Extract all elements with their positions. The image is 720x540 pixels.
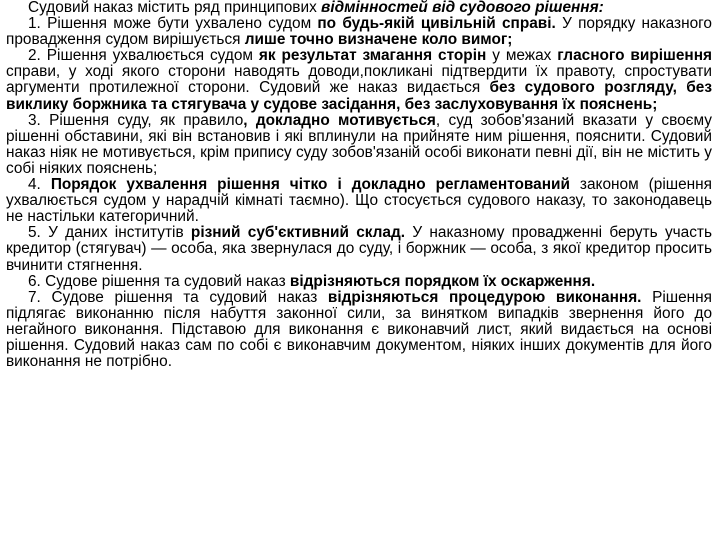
point-3-text: 3. Рішення суду, як правило xyxy=(28,111,244,129)
point-7 xyxy=(6,290,712,370)
point-2-emphasis-3: без судового розгляду, без виклику боржника та стягувача у судове засідання, без заслуховування їх пояснень; xyxy=(6,79,712,113)
point-7-text: 7. Судове рішення та судовий наказ xyxy=(28,288,328,306)
point-7-text-2: Рішення підлягає виконанню після набуття законної сили, за винятком випадків звернення його до негайного виконання. Підставою для виконання є виконавчий лист, який видається на основі рішення. Судовий наказ сам по собі є виконавчим документом, ніяких інших документів для його виконання не потрібно. xyxy=(6,288,713,371)
point-1-emphasis: по будь-якій цивільній справі. xyxy=(317,15,556,33)
point-2-text-3: справи, у ході якого сторони наводять доводи,покликані підтвердити їх правоту, спростувати аргументи протилежної сторони. Судовий же наказ видається xyxy=(6,63,712,97)
intro-paragraph xyxy=(6,0,712,16)
point-6-emphasis: відрізняються порядком їх оскарження. xyxy=(289,272,596,290)
point-5 xyxy=(6,225,712,273)
point-2 xyxy=(6,48,712,112)
document-body xyxy=(6,0,712,370)
point-7-emphasis: відрізняються процедурою виконання. xyxy=(327,288,642,306)
point-1-text-2: У порядку наказного провадження судом вирішується xyxy=(6,15,712,49)
point-2-emphasis: як результат змагання сторін xyxy=(258,47,487,65)
point-3 xyxy=(6,113,712,177)
point-2-emphasis-2: гласного вирішення xyxy=(557,47,712,65)
point-1-emphasis-2: лише точно визначене коло вимог; xyxy=(244,31,513,49)
intro-emphasis: відмінностей від судового рішення: xyxy=(321,0,604,16)
point-4-text-2: законом (рішення ухвалюється судом у нарадчій кімнаті таємно). Що стосується судового наказу, то законодавець не настільки категоричний. xyxy=(6,176,712,226)
point-5-text: 5. У даних інститутів xyxy=(28,224,191,242)
point-1 xyxy=(6,16,712,48)
point-1-text: 1. Рішення може бути ухвалено судом xyxy=(28,15,318,33)
point-5-emphasis: різний суб'єктивний склад. xyxy=(190,224,406,242)
point-4-text: 4. xyxy=(28,176,51,194)
point-5-text-2: У наказному провадженні беруть участь кредитор (стягувач) — особа, яка звернулася до суду, і боржник — особа, з якої кредитор просить вчинити стягнення. xyxy=(6,224,712,274)
point-2-text: 2. Рішення ухвалюється судом xyxy=(28,47,259,65)
point-4 xyxy=(6,177,712,225)
point-6 xyxy=(6,274,712,290)
point-6-text: 6. Судове рішення та судовий наказ xyxy=(28,272,290,290)
point-4-emphasis: Порядок ухвалення рішення чітко і докладно регламентований xyxy=(50,176,570,194)
point-3-emphasis: , докладно мотивується xyxy=(243,111,436,129)
point-3-text-2: , суд зобов'язаний вказати у своєму рішенні обставини, які він встановив і які вплинули на прийняте ним рішення, пояснити. Судовий наказ ніяк не мотивується, крім припису суду зобов'язаній особі виконати певні дії, він не містить у собі ніяких пояснень; xyxy=(6,111,712,177)
intro-text: Судовий наказ містить ряд принципових xyxy=(28,0,322,16)
point-2-text-2: у межах xyxy=(486,47,558,65)
